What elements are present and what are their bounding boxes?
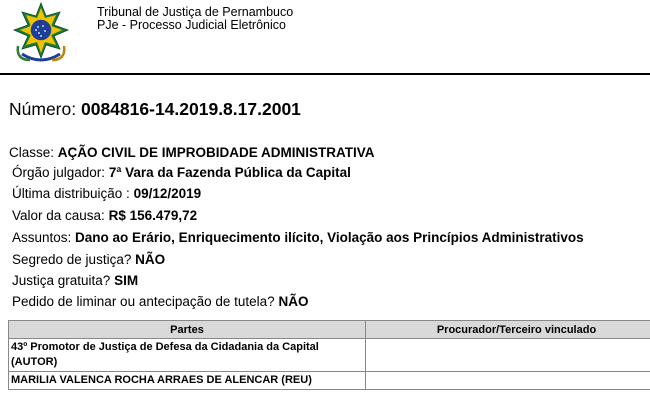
- field-value: 7ª Vara da Fazenda Pública da Capital: [108, 165, 351, 180]
- field-label: Segredo de justiça?: [12, 252, 132, 267]
- field-orgao-julgador: [12, 165, 351, 180]
- field-value: R$ 156.479,72: [108, 208, 198, 223]
- field-label: Órgão julgador:: [12, 165, 106, 180]
- header-divider: [0, 73, 650, 75]
- party-name: MARILIA VALENCA ROCHA ARRAES DE ALENCAR (REU): [11, 374, 312, 386]
- party-name: 43º Promotor de Justiça de Defesa da Cidadania da Capital: [11, 341, 319, 353]
- procurador-cell: [366, 339, 650, 372]
- field-pedido-liminar: [12, 294, 308, 309]
- party-role: (AUTOR): [11, 356, 58, 368]
- field-label: Classe:: [9, 145, 55, 160]
- header-partes: Partes: [9, 321, 366, 339]
- parties-table: [8, 320, 650, 390]
- field-valor-causa: [12, 208, 197, 223]
- table-row: [9, 339, 650, 372]
- field-value: 09/12/2019: [133, 186, 202, 201]
- field-ultima-distribuicao: [12, 186, 201, 201]
- process-number-label: Número:: [9, 99, 77, 119]
- header-procurador: Procurador/Terceiro vinculado: [366, 321, 650, 339]
- field-value: NÃO: [278, 294, 309, 309]
- field-value: Dano ao Erário, Enriquecimento ilícito, Violação aos Princípios Administrativos: [75, 230, 584, 245]
- field-classe: [9, 145, 375, 160]
- field-segredo-justica: [12, 252, 165, 267]
- process-number-value: 0084816-14.2019.8.17.2001: [80, 99, 301, 119]
- court-name: Tribunal de Justiça de Pernambuco: [97, 5, 294, 19]
- procurador-cell: [366, 372, 650, 390]
- field-label: Pedido de liminar ou antecipação de tutela?: [12, 294, 275, 309]
- field-label: Justiça gratuita?: [12, 273, 111, 288]
- party-cell: [9, 339, 366, 372]
- field-value: AÇÃO CIVIL DE IMPROBIDADE ADMINISTRATIVA: [57, 145, 375, 160]
- field-label: Valor da causa:: [12, 208, 105, 223]
- system-name: PJe - Processo Judicial Eletrônico: [97, 18, 286, 32]
- field-value: SIM: [114, 273, 139, 288]
- field-label: Assuntos:: [12, 230, 72, 245]
- table-header-row: [9, 321, 650, 339]
- court-header: [97, 6, 293, 32]
- field-justica-gratuita: [12, 273, 138, 288]
- party-cell: [9, 372, 366, 390]
- brazil-coat-of-arms-icon: [12, 2, 70, 68]
- field-value: NÃO: [135, 252, 166, 267]
- process-number: [9, 99, 301, 120]
- field-label: Última distribuição :: [12, 186, 130, 201]
- table-row: [9, 372, 650, 390]
- field-assuntos: [12, 230, 584, 245]
